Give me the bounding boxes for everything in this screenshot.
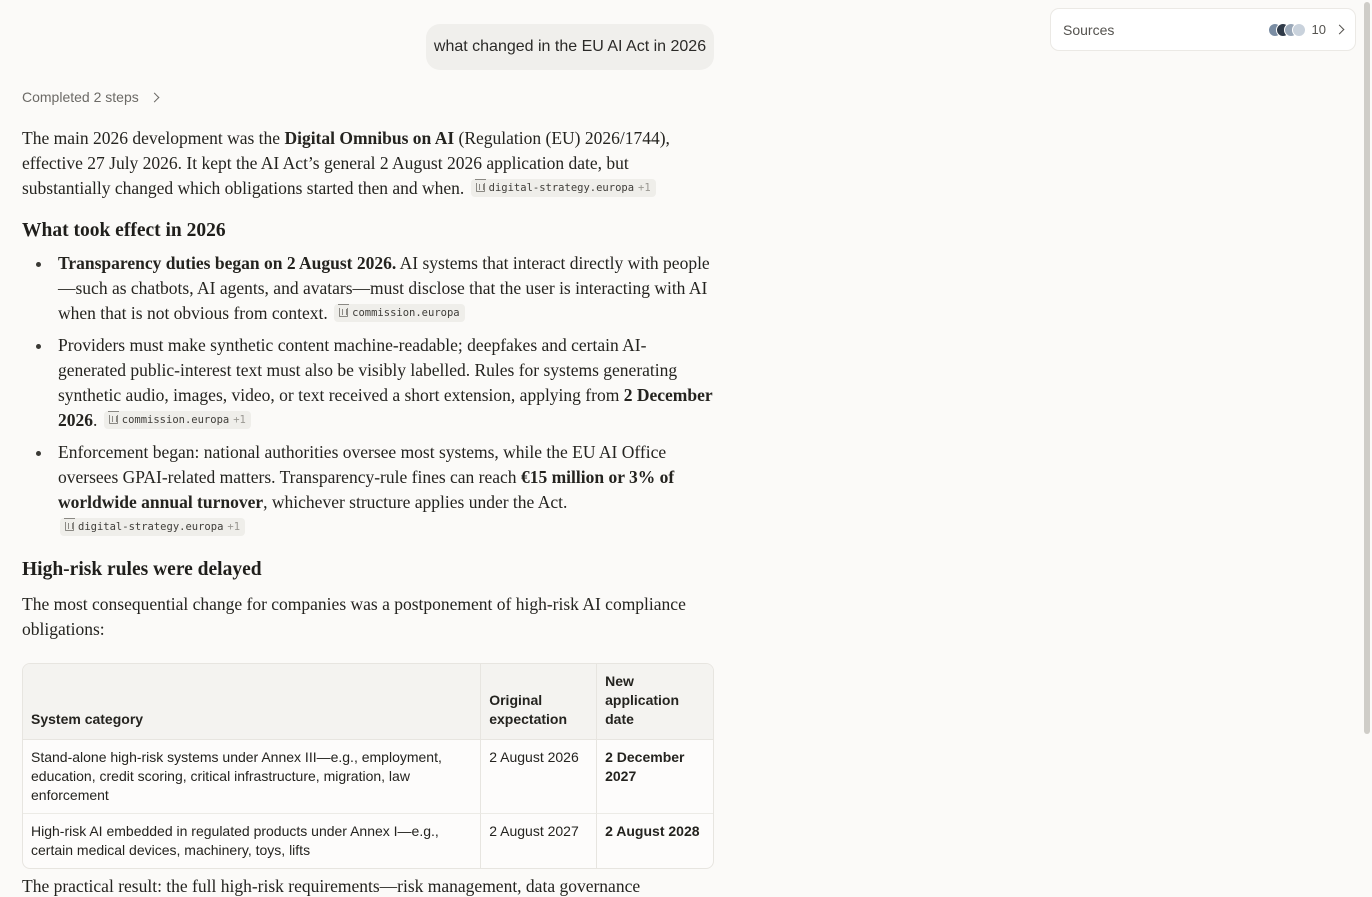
column-header: System category [23, 664, 480, 740]
source-favicon-icon [1292, 23, 1306, 37]
intro-paragraph [22, 126, 714, 201]
table-cell: High-risk AI embedded in regulated products under Annex I—e.g., certain medical devices, machinery, toys, lifts [31, 823, 439, 858]
bullet-bold: €15 million or 3% of worldwide annual turnover [58, 467, 675, 512]
table-cell: 2 August 2027 [480, 814, 596, 868]
bullet-text: Providers must make synthetic content machine-readable; deepfakes and certain AI-generated public-interest text must also be visibly labelled. Rules for systems generating synthetic audio, images, video, or text received a short extension, applying from [58, 335, 678, 405]
bank-icon [65, 522, 74, 531]
sources-button[interactable] [1050, 8, 1356, 51]
bullet-text-end: , whichever structure applies under the Act. [263, 492, 568, 512]
intro-text-cont: (Regulation (EU) 2026/1744), effective 27 July 2026. It kept the AI Act’s general 2 August 2026 application date, but substantially changed which obligations started then and when. [22, 128, 670, 198]
table-cell: 2 December 2027 [596, 740, 713, 814]
completed-steps-label: Completed 2 steps [22, 89, 139, 105]
column-header: Original expectation [480, 664, 596, 740]
sources-count: 10 [1311, 22, 1326, 37]
completed-steps-toggle[interactable] [22, 89, 158, 105]
bullet-bold: 2 December 2026 [58, 385, 713, 430]
user-message-bubble [426, 24, 714, 70]
list-item [58, 440, 714, 540]
citation-domain: digital-strategy.europa [488, 181, 635, 194]
intro-text: The main 2026 development was the [22, 128, 285, 148]
citation-more: +1 [233, 413, 246, 426]
chevron-right-icon [1335, 25, 1345, 35]
source-favicons [1268, 23, 1306, 37]
truncated-paragraph: The practical result: the full high-risk requirements—risk management, data governance [22, 876, 641, 896]
bank-icon [476, 183, 485, 192]
bank-icon [339, 308, 348, 317]
intro-bold: Digital Omnibus on AI [284, 128, 455, 148]
bullet-bold: Transparency duties began on 2 August 2026. [58, 253, 397, 273]
assistant-answer [22, 126, 714, 869]
table-cell: 2 August 2028 [596, 814, 713, 868]
sources-summary [1268, 22, 1343, 37]
citation-chip[interactable] [334, 304, 464, 322]
chevron-right-icon [149, 92, 159, 102]
citation-domain: commission.europa [121, 413, 230, 426]
effect-list [22, 251, 714, 540]
delayed-intro: The most consequential change for companies was a postponement of high-risk AI compliance obligations: [22, 594, 686, 639]
user-message-text: what changed in the EU AI Act in 2026 [433, 38, 707, 55]
citation-domain: digital-strategy.europa [78, 520, 224, 533]
bullet-text: Enforcement began: national authorities oversee most systems, while the EU AI Office oversees GPAI-related matters. Transparency-rule fines can reach [58, 442, 667, 487]
table-cell: Stand-alone high-risk systems under Annex III—e.g., employment, education, credit scoring, critical infrastructure, migration, law enforcement [23, 740, 480, 814]
bullet-text: AI systems that interact directly with people—such as chatbots, AI agents, and avatars—must disclose that the user is interacting with AI when that is not obvious from context. [58, 253, 710, 323]
sources-label: Sources [1063, 21, 1115, 38]
citation-domain: commission.europa [352, 306, 460, 319]
citation-chip[interactable] [104, 411, 251, 429]
section-heading-delayed: High-risk rules were delayed [22, 559, 262, 580]
page-scrollbar[interactable] [1364, 2, 1370, 734]
table-row [23, 814, 713, 868]
bank-icon [109, 415, 118, 424]
citation-more: +1 [638, 181, 651, 194]
table-cell: 2 August 2026 [480, 740, 596, 814]
table-row [23, 740, 713, 814]
column-header: New application date [596, 664, 713, 740]
citation-chip[interactable] [471, 179, 656, 197]
deadline-table [22, 663, 714, 869]
citation-chip[interactable] [60, 518, 245, 536]
section-heading-effect: What took effect in 2026 [22, 220, 226, 241]
bullet-text-end: . [93, 410, 98, 430]
list-item [58, 251, 714, 326]
citation-more: +1 [227, 520, 241, 533]
table-header-row [23, 664, 713, 740]
list-item [58, 333, 714, 433]
